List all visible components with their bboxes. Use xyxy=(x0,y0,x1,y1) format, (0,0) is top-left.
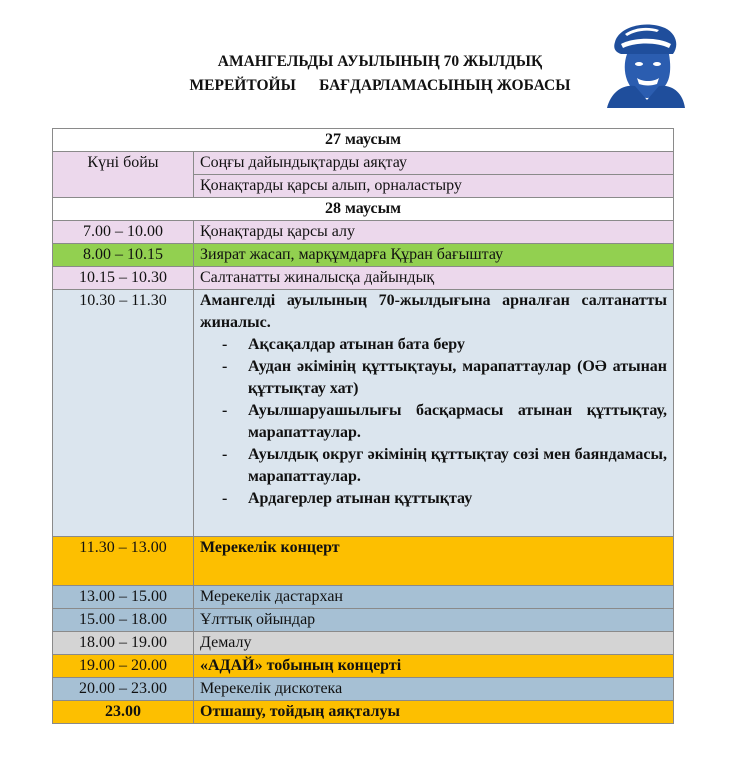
dash-marker: - xyxy=(222,446,228,463)
day-header-label: 28 маусым xyxy=(53,198,674,221)
time-cell: 10.15 – 10.30 xyxy=(53,267,194,290)
document-title xyxy=(150,50,610,98)
time-cell: 19.00 – 20.00 xyxy=(53,655,194,678)
list-item-text: Аудан әкімінің құттықтауы, марапаттаулар (ОӘ атынан құттықтау хат) xyxy=(248,358,667,397)
time-cell: Күні бойы xyxy=(53,152,194,198)
time-cell: 15.00 – 18.00 xyxy=(53,609,194,632)
time-cell: 23.00 xyxy=(53,701,194,724)
meeting-row xyxy=(53,290,674,537)
day-header-27 xyxy=(53,129,674,152)
event-cell: Мерекелік дастархан xyxy=(194,586,674,609)
program-table xyxy=(52,128,674,724)
time-cell: 13.00 – 15.00 xyxy=(53,586,194,609)
time-cell: 18.00 – 19.00 xyxy=(53,632,194,655)
list-item xyxy=(222,334,667,356)
meeting-agenda-list xyxy=(200,334,667,510)
event-cell: Демалу xyxy=(194,632,674,655)
table-row xyxy=(53,655,674,678)
time-cell: 7.00 – 10.00 xyxy=(53,221,194,244)
table-row xyxy=(53,609,674,632)
list-item-text: Ауылдық округ әкімінің құттықтау сөзі мен баяндамасы, марапаттаулар. xyxy=(248,446,667,485)
table-row xyxy=(53,152,674,175)
dash-marker: - xyxy=(222,402,228,419)
table-row xyxy=(53,701,674,724)
table-row xyxy=(53,221,674,244)
table-row xyxy=(53,632,674,655)
time-cell: 10.30 – 11.30 xyxy=(53,290,194,537)
list-item-text: Ақсақалдар атынан бата беру xyxy=(248,336,465,353)
list-item-text: Ауылшаруашылығы басқармасы атынан құттықтау, марапаттаулар. xyxy=(248,402,667,441)
event-cell: Ұлттық ойындар xyxy=(194,609,674,632)
table-row xyxy=(53,267,674,290)
dash-marker: - xyxy=(222,358,228,375)
day-header-28 xyxy=(53,198,674,221)
event-cell: Қонақтарды қарсы алу xyxy=(194,221,674,244)
concert-row xyxy=(53,537,674,586)
event-cell: Соңғы дайындықтарды аяқтау xyxy=(194,152,674,175)
time-cell: 20.00 – 23.00 xyxy=(53,678,194,701)
dash-marker: - xyxy=(222,490,228,507)
table-row xyxy=(53,678,674,701)
list-item xyxy=(222,356,667,400)
title-line-2: МЕРЕЙТОЙЫ БАҒДАРЛАМАСЫНЫҢ ЖОБАСЫ xyxy=(189,77,571,94)
amangeldi-portrait-logo xyxy=(607,20,685,108)
list-item xyxy=(222,400,667,444)
event-cell: Салтанатты жиналысқа дайындық xyxy=(194,267,674,290)
meeting-title: Амангелді ауылының 70-жылдығына арналған салтанатты жиналыс. xyxy=(200,292,667,331)
list-item xyxy=(222,488,667,510)
event-cell: «АДАЙ» тобының концерті xyxy=(194,655,674,678)
list-item-text: Ардагерлер атынан құттықтау xyxy=(248,490,473,507)
day-header-label: 27 маусым xyxy=(53,129,674,152)
event-cell: Мерекелік концерт xyxy=(194,537,674,586)
event-cell: Мерекелік дискотека xyxy=(194,678,674,701)
event-cell: Қонақтарды қарсы алып, орналастыру xyxy=(194,175,674,198)
time-cell: 11.30 – 13.00 xyxy=(53,537,194,586)
table-row xyxy=(53,244,674,267)
event-cell: Отшашу, тойдың аяқталуы xyxy=(194,701,674,724)
meeting-cell xyxy=(194,290,674,537)
dash-marker: - xyxy=(222,336,228,353)
list-item xyxy=(222,444,667,488)
event-cell: Зиярат жасап, марқұмдарға Құран бағыштау xyxy=(194,244,674,267)
table-row xyxy=(53,586,674,609)
time-cell: 8.00 – 10.15 xyxy=(53,244,194,267)
title-line-1: АМАНГЕЛЬДЫ АУЫЛЫНЫҢ 70 ЖЫЛДЫҚ xyxy=(217,53,543,70)
